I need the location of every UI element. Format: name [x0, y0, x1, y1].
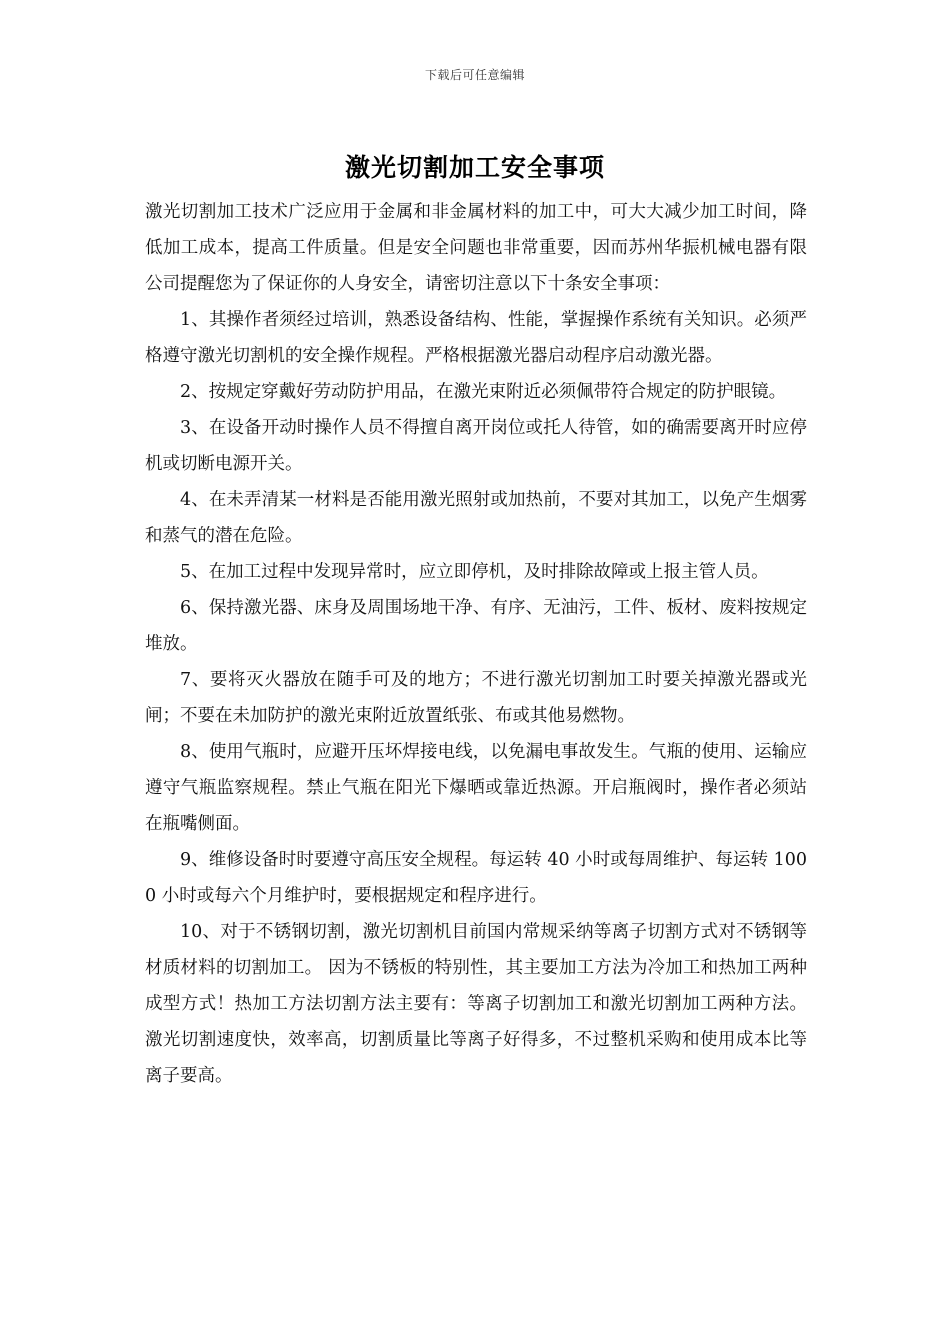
safety-item-7: 7、要将灭火器放在随手可及的地方；不进行激光切割加工时要关掉激光器或光闸；不要在未加防护的激光束附近放置纸张、布或其他易燃物。: [145, 670, 807, 726]
safety-item-8: 8、使用气瓶时，应避开压坏焊接电线，以免漏电事故发生。气瓶的使用、运输应遵守气瓶监察规程。禁止气瓶在阳光下爆晒或靠近热源。开启瓶阀时，操作者必须站在瓶嘴侧面。: [145, 742, 807, 834]
safety-item-6: 6、保持激光器、床身及周围场地干净、有序、无油污，工件、板材、废料按规定堆放。: [145, 598, 807, 654]
safety-item-5: 5、在加工过程中发现异常时，应立即停机，及时排除故障或上报主管人员。: [180, 562, 769, 582]
intro-paragraph: 激光切割加工技术广泛应用于金属和非金属材料的加工中，可大大减少加工时间，降低加工成本，提高工件质量。但是安全问题也非常重要，因而苏州华振机械电器有限公司提醒您为了保证你的人身安全，请密切注意以下十条安全事项：: [145, 202, 807, 294]
safety-item-10: 10、对于不锈钢切割，激光切割机目前国内常规采纳等离子切割方式对不锈钢等材质材料的切割加工。 因为不锈板的特别性，其主要加工方法为冷加工和热加工两种成型方式！热加工方法切割方法主要有：等离子切割加工和激光切割加工两种方法。激光切割速度快，效率高，切割质量比等离子好得多，不过整机采购和使用成本比等离子要高。: [145, 922, 807, 1086]
safety-item-9: 9、维修设备时时要遵守高压安全规程。每运转 40 小时或每周维护、每运转 1000 小时或每六个月维护时，要根据规定和程序进行。: [145, 850, 807, 906]
safety-item-1: 1、其操作者须经过培训，熟悉设备结构、性能，掌握操作系统有关知识。必须严格遵守激光切割机的安全操作规程。严格根据激光器启动程序启动激光器。: [145, 310, 807, 366]
document-body: [145, 194, 807, 1094]
header-note: 下载后可任意编辑: [424, 68, 525, 82]
safety-item-4: 4、在未弄清某一材料是否能用激光照射或加热前，不要对其加工，以免产生烟雾和蒸气的潜在危险。: [145, 490, 807, 546]
safety-item-2: 2、按规定穿戴好劳动防护用品，在激光束附近必须佩带符合规定的防护眼镜。: [180, 382, 787, 402]
document-title: 激光切割加工安全事项: [344, 153, 605, 182]
safety-item-3: 3、在设备开动时操作人员不得擅自离开岗位或托人待管，如的确需要离开时应停机或切断电源开关。: [145, 418, 807, 474]
